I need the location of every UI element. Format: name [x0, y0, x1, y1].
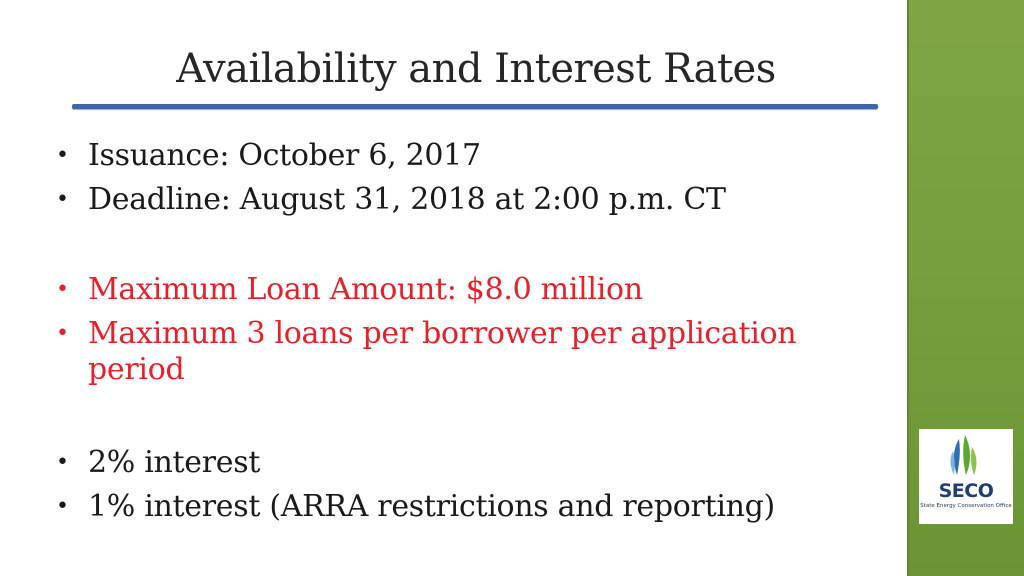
bullet-dot: • — [56, 187, 69, 212]
bullet-dot: • — [56, 321, 69, 346]
bullet-group-dates — [56, 138, 876, 218]
bullet-group-interest — [56, 445, 876, 525]
seco-logo — [919, 429, 1013, 524]
bullet-two-percent — [56, 445, 876, 481]
bullet-deadline — [56, 182, 876, 218]
bullet-max-loan-amount — [56, 272, 876, 308]
leaf-drop-icon — [919, 429, 1013, 481]
logo-subtitle: State Energy Conservation Office — [920, 503, 1012, 509]
bullet-dot: • — [56, 277, 69, 302]
bullet-text: Maximum 3 loans per borrower per application period — [88, 316, 797, 387]
bullet-dot: • — [56, 450, 69, 475]
bullet-text: 1% interest (ARRA restrictions and reporting) — [88, 489, 775, 524]
bullet-text: 2% interest — [88, 445, 261, 480]
bullet-one-percent — [56, 489, 876, 525]
bullet-max-loans-per-borrower — [56, 316, 876, 388]
bullet-dot: • — [56, 494, 69, 519]
slide-title: Availability and Interest Rates — [176, 46, 776, 92]
bullet-text: Deadline: August 31, 2018 at 2:00 p.m. CT — [88, 182, 726, 217]
title-underline — [72, 104, 878, 109]
logo-wordmark: SECO — [938, 480, 994, 502]
bullet-group-loans — [56, 272, 876, 388]
bullet-dot: • — [56, 143, 69, 168]
bullet-text: Issuance: October 6, 2017 — [88, 138, 481, 173]
bullet-text: Maximum Loan Amount: $8.0 million — [88, 272, 643, 307]
bullet-issuance — [56, 138, 876, 174]
